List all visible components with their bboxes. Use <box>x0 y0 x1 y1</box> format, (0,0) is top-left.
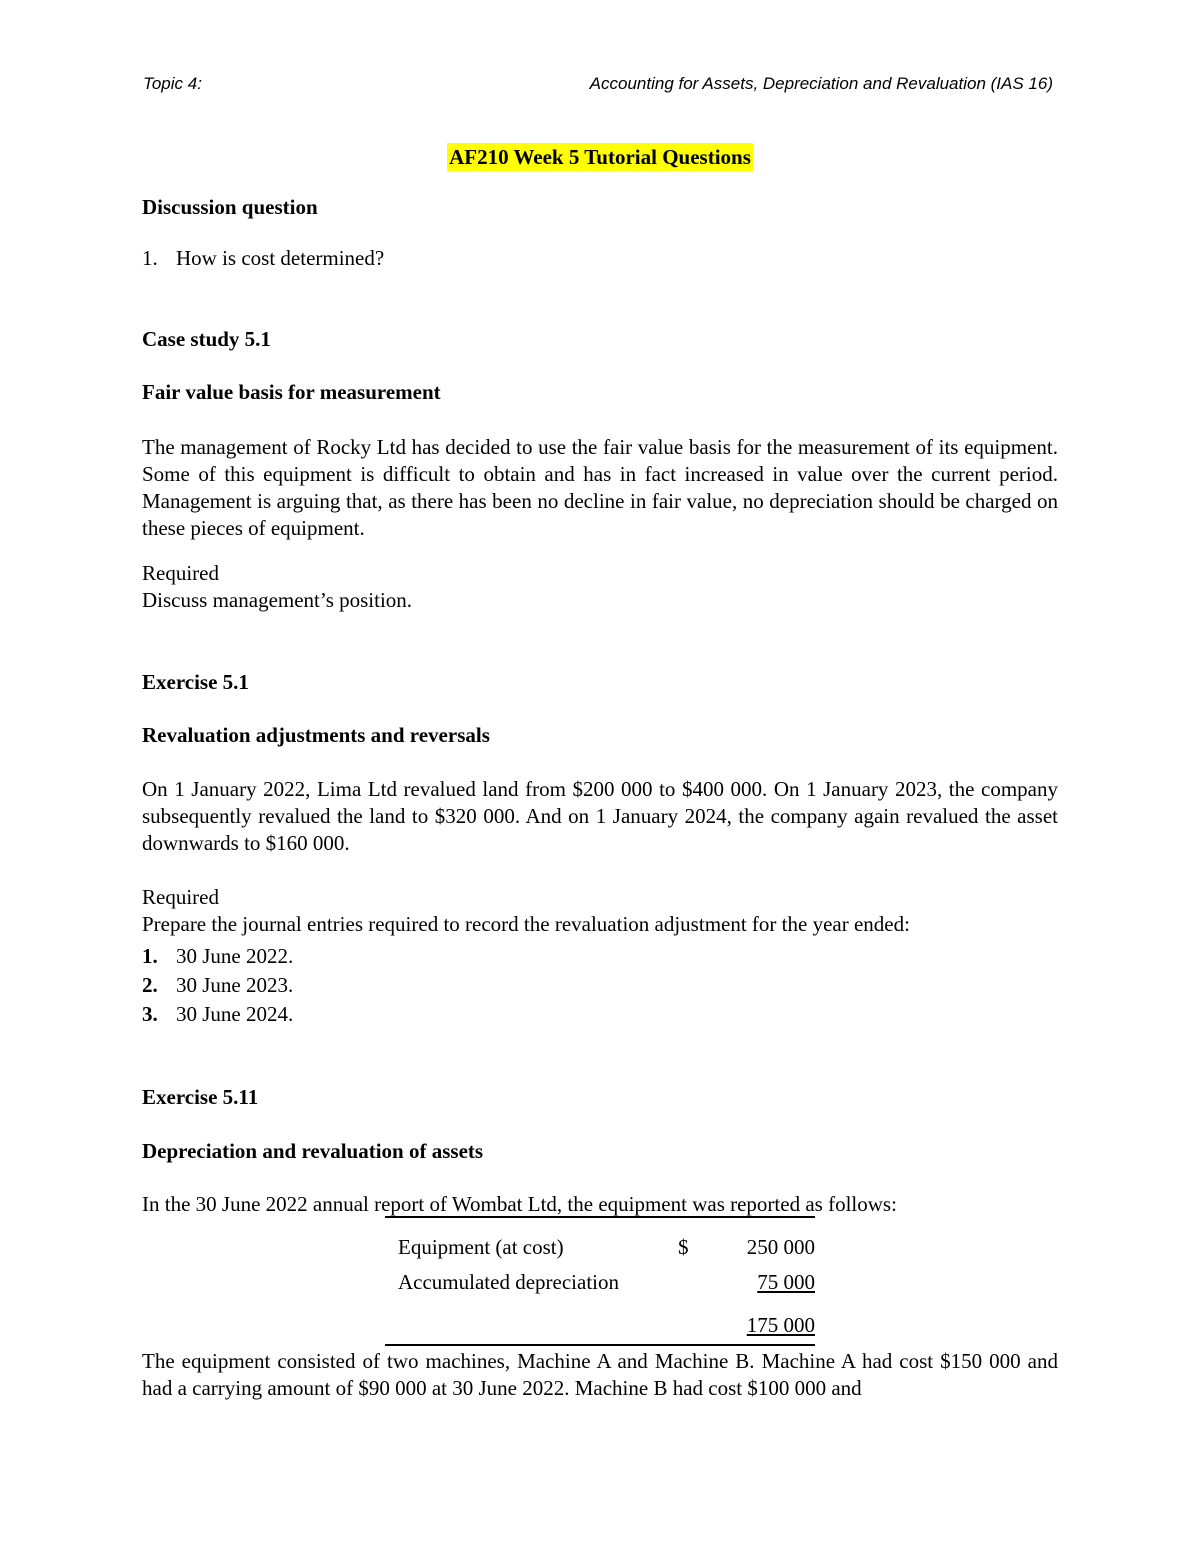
exercise-5-1-list <box>142 942 1058 1029</box>
exercise-5-1-required-text: Prepare the journal entries required to record the revaluation adjustment for the year ended: <box>142 912 910 936</box>
table-row <box>385 1311 815 1339</box>
table-row <box>385 1233 815 1261</box>
exercise-5-1-required-label: Required <box>142 885 219 909</box>
equipment-cost-label: Equipment (at cost) <box>398 1235 564 1259</box>
header-topic-title: Accounting for Assets, Depreciation and Revaluation (IAS 16) <box>589 74 1053 93</box>
table-bottom-rule <box>385 1344 815 1346</box>
carrying-amount-total: 175 000 <box>746 1313 815 1337</box>
case-study-required-text: Discuss management’s position. <box>142 588 413 612</box>
list-item-text: How is cost determined? <box>176 246 385 270</box>
header-topic: Topic 4: <box>143 74 202 93</box>
list-item-number: 2. <box>142 973 158 997</box>
exercise-5-11-body: The equipment consisted of two machines, Machine A and Machine B. Machine A had cost $150 000 and had a carrying amount of $90 000 at 30 June 2022. Machine B had cost $100 000 and <box>142 1349 1058 1400</box>
case-study-body: The management of Rocky Ltd has decided to use the fair value basis for the measurement of its equipment. Some of this equipment is difficult to obtain and has in fact increased in value over the current period. Management is arguing that, as there has been no decline in fair value, no depreciation should be charged on these pieces of equipment. <box>142 435 1058 540</box>
document-title-wrapper <box>0 143 1200 171</box>
list-item-number: 1. <box>142 944 158 968</box>
case-study-heading: Case study 5.1 <box>142 327 271 351</box>
exercise-5-1-subheading: Revaluation adjustments and reversals <box>142 723 490 747</box>
accumulated-depreciation-label: Accumulated depreciation <box>398 1270 619 1294</box>
exercise-5-11-subheading: Depreciation and revaluation of assets <box>142 1139 484 1163</box>
discussion-list <box>142 244 1058 273</box>
equipment-cost-value: 250 000 <box>746 1235 815 1259</box>
accumulated-depreciation-value: 75 000 <box>757 1270 815 1294</box>
equipment-table <box>385 1217 815 1347</box>
discussion-heading: Discussion question <box>142 195 318 219</box>
exercise-5-11-heading: Exercise 5.11 <box>142 1085 259 1109</box>
exercise-5-11-intro: In the 30 June 2022 annual report of Wombat Ltd, the equipment was reported as follows: <box>142 1192 897 1216</box>
list-item <box>142 244 1058 273</box>
currency-symbol: $ <box>678 1235 689 1259</box>
list-item <box>142 971 1058 1000</box>
table-row <box>385 1268 815 1296</box>
list-item <box>142 942 1058 971</box>
exercise-5-1-heading: Exercise 5.1 <box>142 670 249 694</box>
list-item-text: 30 June 2022. <box>176 944 294 968</box>
case-study-subheading: Fair value basis for measurement <box>142 380 441 404</box>
page-header <box>143 74 1053 100</box>
list-item-number: 3. <box>142 1002 158 1026</box>
exercise-5-1-body: On 1 January 2022, Lima Ltd revalued land from $200 000 to $400 000. On 1 January 2023, the company subsequently revalued the land to $320 000. And on 1 January 2024, the company again revalued the asset downwards to $160 000. <box>142 777 1058 855</box>
case-study-required-label: Required <box>142 561 219 585</box>
list-item <box>142 1000 1058 1029</box>
list-item-text: 30 June 2024. <box>176 1002 294 1026</box>
document-title: AF210 Week 5 Tutorial Questions <box>449 145 751 169</box>
list-item-number: 1. <box>142 246 158 270</box>
list-item-text: 30 June 2023. <box>176 973 294 997</box>
